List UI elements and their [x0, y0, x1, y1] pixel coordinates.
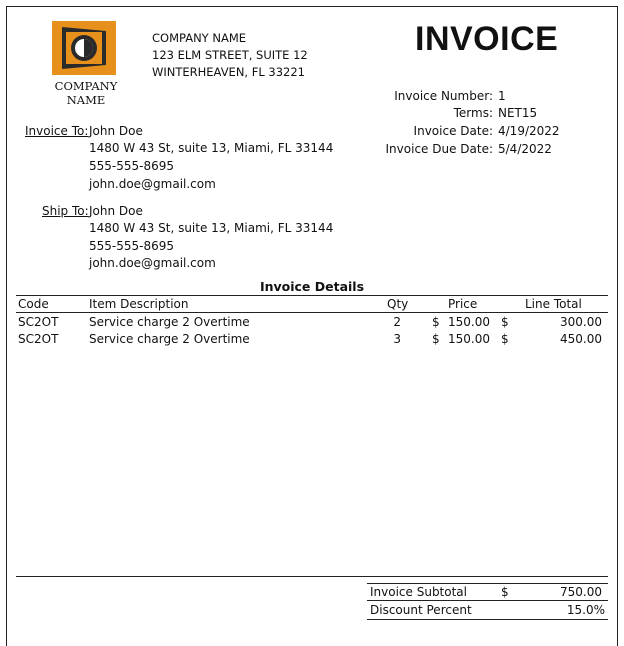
header-code: Code	[18, 297, 49, 311]
due-date-label: Invoice Due Date:	[385, 142, 493, 156]
row-1-description: Service charge 2 Overtime	[89, 315, 250, 329]
terms-label: Terms:	[453, 106, 493, 120]
company-logo	[52, 21, 116, 75]
invoice-number-value: 1	[498, 89, 506, 103]
ship-to-phone: 555-555-8695	[89, 239, 175, 253]
subtotal-label: Invoice Subtotal	[370, 585, 467, 599]
details-top-rule	[16, 295, 608, 296]
row-2-description: Service charge 2 Overtime	[89, 332, 250, 346]
ship-to-label: Ship To:	[42, 204, 89, 218]
logo-graphic	[52, 21, 116, 75]
row-2-line-total: 450.00	[560, 332, 602, 346]
invoice-to-label: Invoice To:	[25, 124, 89, 138]
details-bottom-rule	[16, 576, 608, 577]
header-rule	[16, 312, 608, 313]
row-2-price: 150.00	[448, 332, 490, 346]
invoice-to-phone: 555-555-8695	[89, 159, 175, 173]
row-1-code: SC2OT	[18, 315, 59, 329]
due-date-value: 5/4/2022	[498, 142, 552, 156]
discount-label: Discount Percent	[370, 603, 472, 617]
row-2-total-currency: $	[501, 332, 509, 346]
subtotal-value: 750.00	[560, 585, 602, 599]
discount-value: 15.0%	[566, 603, 605, 617]
row-2-qty: 3	[393, 332, 401, 346]
row-1-line-total: 300.00	[560, 315, 602, 329]
invoice-title: INVOICE	[415, 20, 559, 58]
company-city: WINTERHEAVEN, FL 33221	[152, 65, 305, 79]
discount-rule	[367, 619, 608, 620]
row-2-price-currency: $	[432, 332, 440, 346]
row-2-code: SC2OT	[18, 332, 59, 346]
logo-caption: COMPANY NAME	[54, 79, 118, 107]
summary-top-rule	[367, 583, 608, 584]
header-price: Price	[448, 297, 478, 311]
ship-to-name: John Doe	[89, 204, 143, 218]
header-description: Item Description	[89, 297, 189, 311]
subtotal-currency: $	[501, 585, 509, 599]
invoice-date-value: 4/19/2022	[498, 124, 560, 138]
terms-value: NET15	[498, 106, 538, 120]
row-1-total-currency: $	[501, 315, 509, 329]
company-street: 123 ELM STREET, SUITE 12	[152, 48, 308, 62]
subtotal-rule	[367, 600, 608, 601]
row-1-qty: 2	[393, 315, 401, 329]
ship-to-email: john.doe@gmail.com	[89, 256, 216, 270]
invoice-to-street: 1480 W 43 St, suite 13, Miami, FL 33144	[89, 141, 334, 155]
header-qty: Qty	[387, 297, 409, 311]
row-1-price-currency: $	[432, 315, 440, 329]
ship-to-street: 1480 W 43 St, suite 13, Miami, FL 33144	[89, 221, 334, 235]
invoice-to-email: john.doe@gmail.com	[89, 177, 216, 191]
invoice-to-name: John Doe	[89, 124, 143, 138]
row-1-price: 150.00	[448, 315, 490, 329]
invoice-number-label: Invoice Number:	[394, 89, 493, 103]
header-line-total: Line Total	[525, 297, 582, 311]
company-address	[152, 30, 308, 81]
company-name: COMPANY NAME	[152, 31, 247, 45]
invoice-date-label: Invoice Date:	[413, 124, 493, 138]
invoice-details-title: Invoice Details	[259, 279, 365, 294]
